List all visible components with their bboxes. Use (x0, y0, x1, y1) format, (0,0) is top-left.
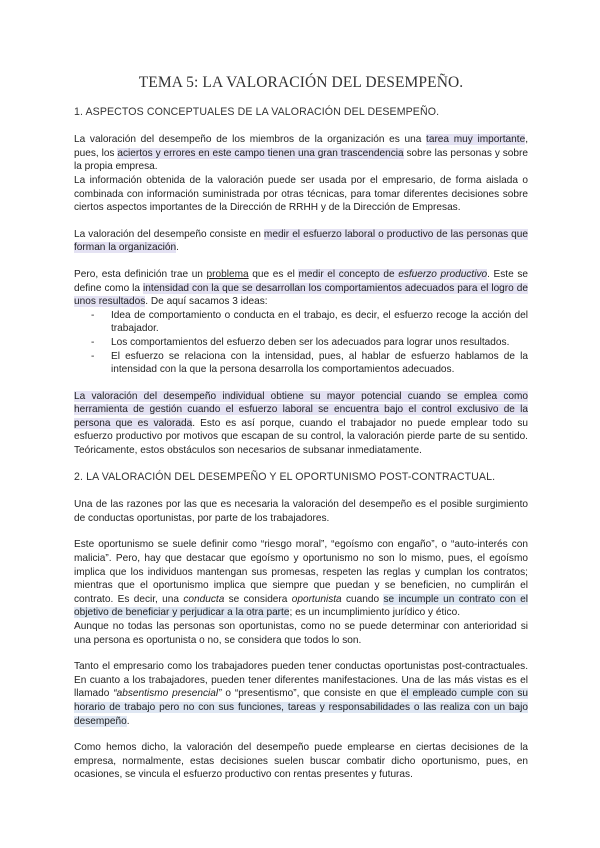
section-heading-1: 1. ASPECTOS CONCEPTUALES DE LA VALORACIÓN DEL DESEMPEÑO. (74, 105, 440, 118)
ideas-list (74, 309, 528, 377)
text: La valoración del desempeño de los miembros de la organización es una (74, 134, 427, 146)
italic-text: oportunista (291, 593, 342, 605)
highlight: intensidad con la que se desarrollan los comportamientos adecuados para el logro de unos resultados (74, 282, 528, 308)
highlight: el empleado cumple con su horario de trabajo pero no con sus funciones, tareas y responsabilidades o las realiza con un bajo desempeño (74, 688, 529, 727)
text: . (176, 242, 179, 254)
document-page (74, 64, 528, 782)
text: medir el concepto de (298, 268, 399, 280)
highlight: aciertos y errores en este campo tienen una gran trascendencia (117, 147, 404, 159)
italic-text: conducta (183, 593, 225, 605)
text: Tanto el empresario como los trabajadores pueden tener conductas oportunistas post-contractuales. En cuanto a los trabajadores, pueden tener diferentes manifestaciones. Una de las más vistas es el llamado (74, 661, 528, 700)
text: sobre las personas y sobre la propia empresa. (74, 147, 528, 173)
text: . Esto es así porque, cuando el trabajador no puede emplear todo su esfuerzo productivo por motivos que escapan de su control, la valoración pierde parte de su sentido. Teóricamente, estos obstáculos son necesarios de subsanar inmediatamente. (74, 417, 528, 457)
text: cuando (341, 593, 384, 605)
highlight: tarea muy importante (426, 134, 526, 146)
list-item: - Idea de comportamiento o conducta en el trabajo, es decir, el esfuerzo recoge la acción del trabajador. (111, 309, 528, 336)
paragraph (74, 268, 528, 309)
highlight: medir el esfuerzo laboral o productivo de las personas que forman la organización (74, 228, 529, 254)
list-item: - Los comportamientos del esfuerzo deben ser los adecuados para lograr unos resultados. (111, 336, 528, 350)
page-title: TEMA 5: LA VALORACIÓN DEL DESEMPEÑO. (138, 74, 464, 91)
paragraph: Aunque no todas las personas son oportunistas, como no se puede determinar con anterioridad si una persona es oportunista o no, se considera que todos lo son. (74, 621, 528, 646)
paragraph (74, 228, 528, 255)
text: Este oportunismo se suele definir como “riesgo moral”, “egoísmo con engaño”, o “auto-interés con malicia”. Pero, hay que destacar que egoísmo y oportunismo no son lo mismo, pues, el egoísmo implica que los individuos mantengan sus promesas, respeten las reglas y cumplan los contratos; mientras que el oportunismo implica que siempre que puedan y se beneficien, no cumplirán el contrato. Es decir, una (74, 539, 528, 605)
paragraph (74, 133, 528, 174)
underlined-text: problema (206, 268, 249, 280)
text: o “presentismo”, que consiste en que (221, 688, 401, 700)
italic-text: “absentismo presencial” (113, 688, 222, 700)
section-heading-2: 2. LA VALORACIÓN DEL DESEMPEÑO Y EL OPORTUNISMO POST-CONTRACTUAL. (74, 470, 496, 483)
paragraph (74, 390, 528, 458)
text: Pero, esta definición trae un (74, 268, 207, 280)
text: . (126, 715, 130, 727)
italic-text: esfuerzo productivo (398, 268, 488, 280)
text: . Este se define como la (74, 268, 528, 294)
paragraph: Como hemos dicho, la valoración del desempeño puede emplearse en ciertas decisiones de la empresa, normalmente, estas decisiones suelen buscar combatir dicho oportunismo, pues, en ocasiones, se vincula el esfuerzo productivo con rentas presentes y futuras. (74, 742, 528, 781)
highlight (298, 269, 487, 280)
paragraph (74, 538, 528, 620)
text: . De aquí sacamos 3 ideas: (145, 296, 268, 308)
text: La valoración del desempeño consiste en (74, 228, 264, 240)
paragraph: La información obtenida de la valoración puede ser usada por el empresario, de forma aislada o combinada con información suministrada por otras técnicas, para tomar diferentes decisiones sobre ciertos aspectos importantes de la Dirección de RRHH y de la Dirección de Empresas. (74, 174, 528, 214)
paragraph: Una de las razones por las que es necesaria la valoración del desempeño es el posible surgimiento de conductas oportunistas, por parte de los trabajadores. (74, 499, 528, 524)
highlight: se incumple un contrato con el objetivo de beneficiar y perjudicar a la otra parte (74, 593, 528, 619)
highlight: La valoración del desempeño individual obtiene su mayor potencial cuando se emplea como herramienta de gestión cuando el esfuerzo laboral se encuentra bajo el control exclusivo de la persona que es valorada (74, 390, 528, 429)
text: , pues, los (74, 134, 528, 159)
paragraph (74, 660, 528, 728)
text: se considera (224, 593, 292, 605)
text: ; es un incumplimiento jurídico y ético. (289, 607, 461, 619)
text: que es el (248, 268, 299, 280)
list-item: - El esfuerzo se relaciona con la intensidad, pues, al hablar de esfuerzo hablamos de la intensidad con la que la persona desarrolla los comportamientos adecuados. (111, 350, 528, 377)
